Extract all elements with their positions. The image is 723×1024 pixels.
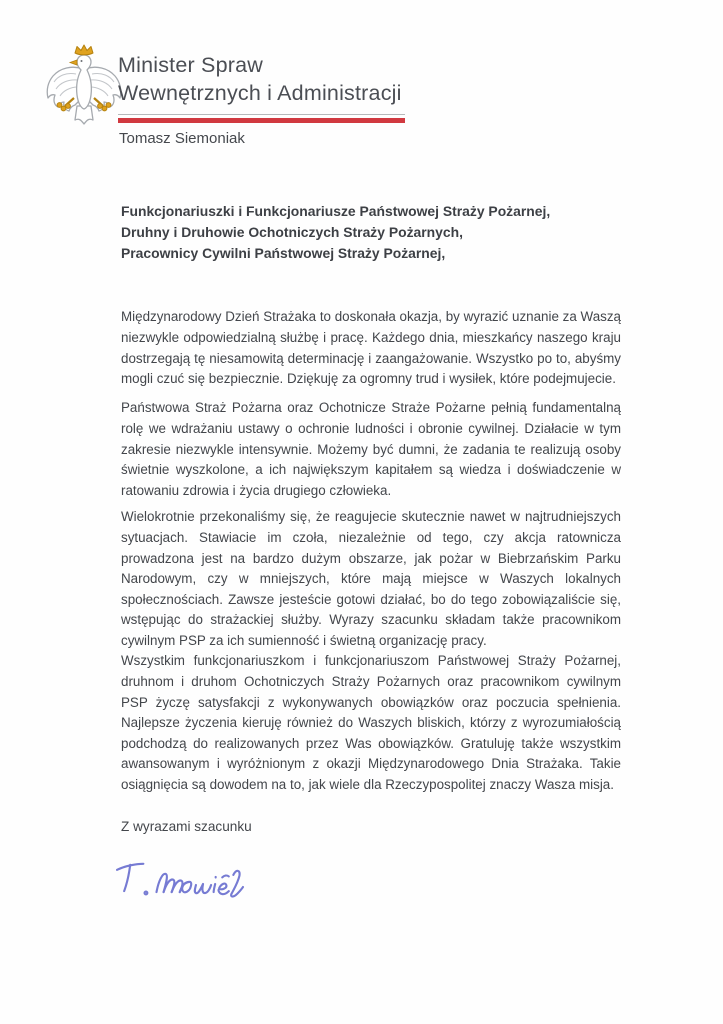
handwritten-signature <box>110 853 292 915</box>
closing-phrase: Z wyrazami szacunku <box>121 819 252 834</box>
salutation-line-1: Funkcjonariuszki i Funkcjonariusze Państwowej Straży Pożarnej, <box>121 203 551 219</box>
salutation <box>121 201 621 264</box>
letter-paragraph-1: Międzynarodowy Dzień Strażaka to doskonała okazja, by wyrazić uznanie za Waszą niezwykle odpowiedzialną służbę i pracę. Każdego dnia, mieszkańcy naszego kraju dostrzegają tę niesamowitą determinację i zaangażowanie. Wszystko po to, abyśmy mogli czuć się bezpiecznie. Dziękuję za ogromny trud i wysiłek, które podejmujecie. <box>121 309 621 387</box>
salutation-line-3: Pracownicy Cywilni Państwowej Straży Pożarnej, <box>121 245 446 261</box>
letter-paragraph-4: Wszystkim funkcjonariuszkom i funkcjonariuszom Państwowej Straży Pożarnej, druhnom i druhom Ochotniczych Straży Pożarnych oraz pracownikom cywilnym PSP życzę satysfakcji z wykonywanych obowiązków oraz poczucia spełnienia. Najlepsze życzenia kieruję również do Waszych bliskich, którzy z wyrozumiałością podchodzą do realizowanych przez Was obowiązków. Gratuluję także wszystkim awansowanym i wyróżnionym z okazji Międzynarodowego Dnia Strażaka. Takie osiągnięcia są dowodem na to, jak wiele dla Rzeczypospolitej znaczy Wasza misja. <box>121 653 621 792</box>
flag-red-stripe <box>118 118 405 123</box>
flag-white-stripe <box>118 114 405 117</box>
ministry-name-line2: Wewnętrznych i Administracji <box>118 81 402 105</box>
letter-paragraph-3: Wielokrotnie przekonaliśmy się, że reagujecie skutecznie nawet w najtrudniejszych sytuacjach. Stawiacie im czoła, niezależnie od tego, czy akcja ratownicza prowadzona jest na bardzo dużym obszarze, jak pożar w Biebrzańskim Parku Narodowym, czy w mniejszych, które mają miejsce w Waszych lokalnych społecznościach. Zawsze jesteście gotowi działać, bo do tego zobowiązaliście się, wstępując do strażackiej służby. Wyrazy szacunku składam także pracownikom cywilnym PSP za ich sumienność i świetną organizację pracy. <box>121 509 621 648</box>
flag-divider <box>118 114 405 123</box>
ministry-name <box>118 51 402 107</box>
ministry-name-line1: Minister Spraw <box>118 53 263 77</box>
letter-paragraph-2: Państwowa Straż Pożarna oraz Ochotnicze Straże Pożarne pełnią fundamentalną rolę we wdrażaniu ustawy o ochronie ludności i obronie cywilnej. Działacie w tym zakresie niezwykle intensywnie. Możemy być dumni, że zadania te realizują osoby świetnie wyszkolone, a ich największym kapitałem są wiedza i doświadczenie w ratowaniu zdrowia i życia drugiego człowieka. <box>121 400 621 498</box>
salutation-line-2: Druhny i Druhowie Ochotniczych Straży Pożarnych, <box>121 224 463 240</box>
polish-eagle-icon <box>46 44 122 128</box>
minister-name: Tomasz Siemoniak <box>119 130 245 147</box>
